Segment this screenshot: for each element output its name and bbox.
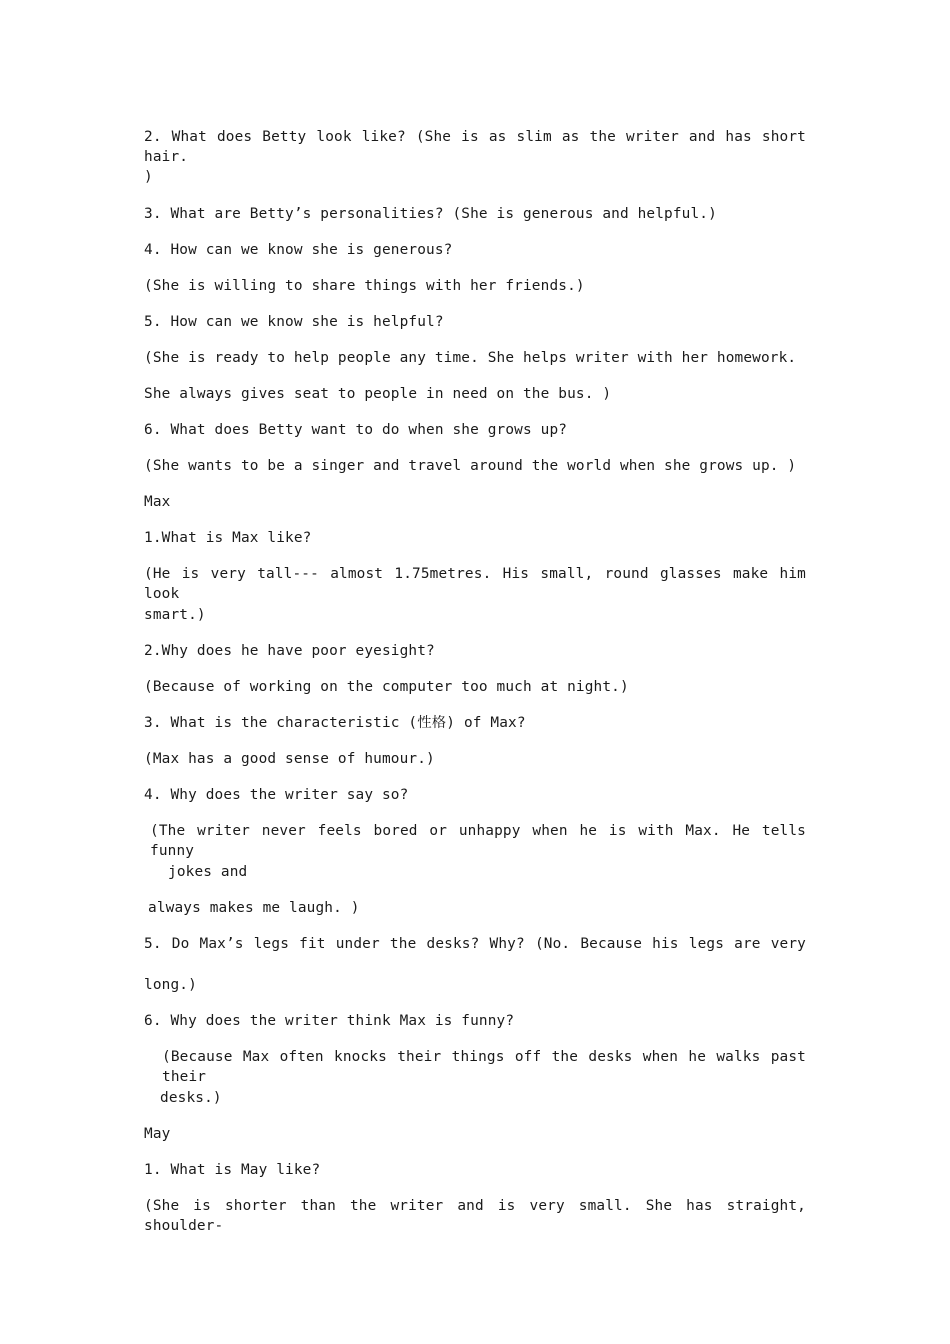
text-line: 2. What does Betty look like? (She is as slim as the writer and has short hair. bbox=[144, 129, 806, 165]
text-line: 1. What is May like? bbox=[144, 1162, 321, 1178]
text-line: 4. Why does the writer say so? bbox=[144, 787, 409, 803]
text-line: (She is shorter than the writer and is very small. She has straight, shoulder- bbox=[144, 1198, 806, 1234]
text-line: jokes and bbox=[168, 864, 248, 880]
text-line: (The writer never feels bored or unhappy when he is with Max. He tells funny bbox=[150, 823, 806, 859]
text-line: 2.Why does he have poor eyesight? bbox=[144, 643, 435, 659]
text-line: (Max has a good sense of humour.) bbox=[144, 751, 435, 767]
text-line: 5. How can we know she is helpful? bbox=[144, 314, 444, 330]
text-line: 3. What are Betty’s personalities? (She is generous and helpful.) bbox=[144, 206, 717, 222]
text-line: (She wants to be a singer and travel around the world when she grows up. ) bbox=[144, 458, 797, 474]
text-line: 4. How can we know she is generous? bbox=[144, 242, 453, 258]
section-heading-may: May bbox=[144, 1126, 171, 1142]
section-heading-max: Max bbox=[144, 494, 171, 510]
text-line: long.) bbox=[144, 977, 197, 993]
text-line: 6. What does Betty want to do when she grows up? bbox=[144, 422, 568, 438]
text-line: desks.) bbox=[160, 1090, 222, 1106]
text-line: 3. What is the characteristic (性格) of Max? bbox=[144, 715, 526, 731]
text-line: always makes me laugh. ) bbox=[148, 900, 360, 916]
text-line: smart.) bbox=[144, 607, 206, 623]
text-line: (She is willing to share things with her friends.) bbox=[144, 278, 585, 294]
text-line: She always gives seat to people in need on the bus. ) bbox=[144, 386, 612, 402]
text-line: (She is ready to help people any time. She helps writer with her homework. bbox=[144, 350, 797, 366]
text-line: 6. Why does the writer think Max is funny? bbox=[144, 1013, 515, 1029]
text-line: (He is very tall--- almost 1.75metres. His small, round glasses make him look bbox=[144, 566, 806, 602]
text-line: (Because Max often knocks their things off the desks when he walks past their bbox=[162, 1049, 806, 1085]
text-line: 1.What is Max like? bbox=[144, 530, 312, 546]
text-line: ) bbox=[144, 169, 153, 185]
text-line: 5. Do Max’s legs fit under the desks? Why? (No. Because his legs are very bbox=[144, 936, 806, 952]
text-line: (Because of working on the computer too much at night.) bbox=[144, 679, 629, 695]
